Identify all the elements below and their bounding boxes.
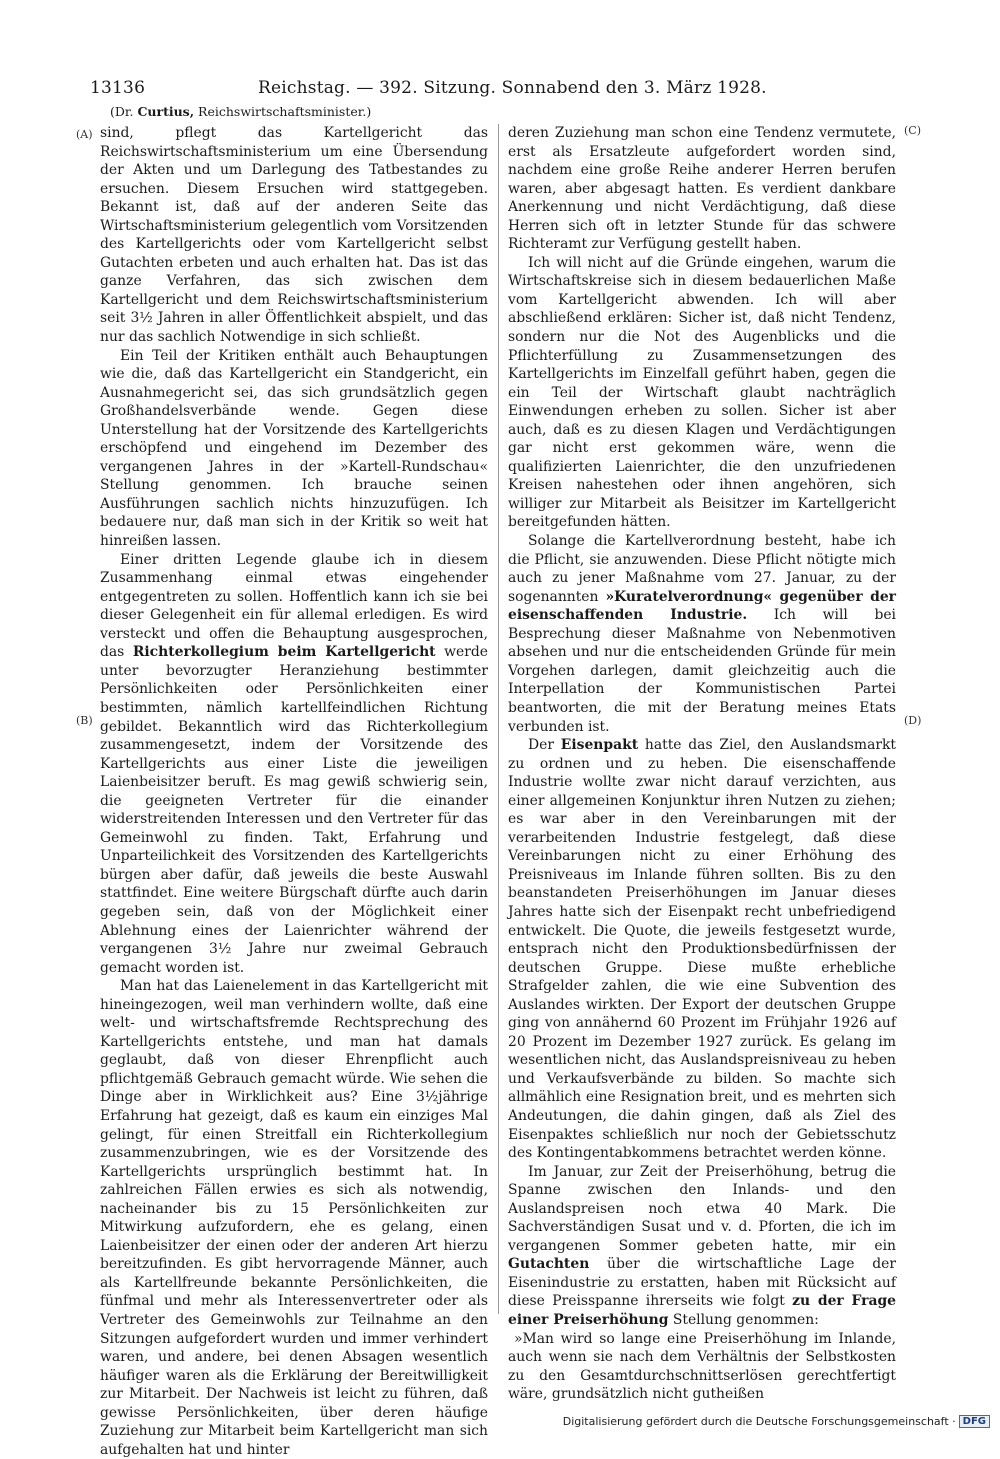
- emphasis-preiserhoehung: zu der Frage einer Preiserhöhung: [508, 1293, 896, 1328]
- text-run: hatte das Ziel, den Auslandsmarkt zu ordnen und zu heben. Die eisenschaffende Industrie wollte zwar nicht darauf verzichten, aus einer allgemeinen Konjunktur ihren Nutzen zu ziehen; es war aber in den Vereinbarungen mit der verarbeitenden Industrie festgelegt, daß diese Vereinbarungen nicht zu einer Erhöhung des Preisniveaus im Inlande führen sollten. Bis zu den beanstandeten Preiserhöhungen im Januar dieses Jahres hatte sich der Eisenpakt recht unbefriedigend entwickelt. Die Quote, die jeweils festgesetzt wurde, entsprach nicht den Produktionsbedürfnissen der deutschen Gruppe. Diese mußte erhebliche Strafgelder zahlen, die wie eine Subvention des Auslandes wirkten. Der Export der deutschen Gruppe ging von annähernd 60 Prozent im Frühjahr 1926 auf 20 Prozent im Dezember 1927 zurück. Es gelang im wesentlichen nicht, das Auslandspreisniveau zu heben und Verkaufsverbände zu bilden. So machte sich allmählich eine Resignation breit, und es mehrten sich Andeutungen, die dahin gingen, daß als Ziel des Eisenpaktes schließlich nur noch der Gebietsschutz des Kontingentabkommens betrachtet werden könne.: [508, 737, 896, 1162]
- footer-credit: [563, 1415, 990, 1429]
- column-divider: [498, 124, 499, 1314]
- margin-marker-d: (D): [904, 714, 922, 727]
- emphasis-kuratelverordnung: »Kuratelverordnung« gegenüber der eisenschaffenden Industrie.: [508, 588, 896, 624]
- paragraph: Ich will nicht auf die Gründe eingehen, warum die Wirtschaftskreise sich in diesem bedauerlichen Maße vom Kartellgericht abwenden. Ich will aber abschließend erklären: Sicher ist, daß nicht Tendenz, sondern nur die Not des Augenblicks und die Pflichterfüllung zu Zusammensetzungen des Kartellgerichts im Einzelfall geführt haben, gegen die ein Teil der Wirtschaft glaubt nachträglich Einwendungen erheben zu sollen. Sicher ist aber auch, daß es zu diesen Klagen und Verdächtigungen gar nicht erst gekommen wäre, wenn die qualifizierten Laienrichter, die den unzufriedenen Kreisen nahestehen oder ihnen angehören, sich williger zur Mitarbeit als Beisitzer im Kartellgericht bereitgefunden hätten.: [508, 254, 896, 531]
- text-run: Der: [528, 737, 561, 754]
- paragraph: [100, 551, 488, 978]
- speaker-open: (Dr.: [110, 104, 138, 119]
- footer-text: Digitalisierung gefördert durch die Deutsche Forschungsgemeinschaft ·: [562, 1414, 956, 1428]
- text-run: Einer dritten Legende glaube ich in diesem Zusammenhang einmal etwas eingehender entgegentreten zu sollen. Hoffentlich kann ich sie bei dieser Gelegenheit ein für allemal erledigen. Es wird versteckt und offen die Behauptung ausgesprochen, das: [100, 551, 488, 661]
- margin-marker-c: (C): [904, 124, 921, 137]
- speaker-line: [110, 104, 371, 119]
- text-run: werde unter bevorzugter Heranziehung bestimmter Persönlichkeiten oder Persönlichkeiten einer bestimmten, nämlich kartellfeindlichen Richtung gebildet. Bekanntlich wird das Richterkollegium zusammengesetzt, indem der Vorsitzende des Kartellgerichts aus einer Liste die jeweiligen Laienbeisitzer beruft. Es mag gewiß schwierig sein, die geeigneten Vertreter für die einander widerstreitenden Interessen und den Vertreter für das Gemeinwohl zu finden. Takt, Erfahrung und Unparteilichkeit des Vorsitzenden des Kartellgerichts bürgen aber dafür, daß jeweils die beste Auswahl stattfindet. Eine weitere Bürgschaft dürfte auch darin gegeben sein, daß von der Möglichkeit einer Ablehnung eines der Laienrichter während der vergangenen 3½ Jahre nur zweimal Gebrauch gemacht worden ist.: [100, 644, 489, 976]
- right-column: [508, 124, 896, 1404]
- left-column: [100, 124, 488, 1459]
- paragraph: sind, pflegt das Kartellgericht das Reichswirtschaftsministerium um eine Übersendung der Akten und um Darlegung des Tatbestandes zu ersuchen. Diesem Ersuchen wird stattgegeben. Bekannt ist, daß auf der anderen Seite das Wirtschaftsministerium gelegentlich vom Vorsitzenden des Kartellgerichts oder vom Kartellgericht selbst Gutachten erbeten und auch erhalten hat. Das ist das ganze Verfahren, das sich zwischen dem Kartellgericht und dem Reichswirtschaftsministerium seit 3½ Jahren in aller Öffentlichkeit abspielt, und das nur das sachlich Notwendige in sich schließt.: [100, 125, 488, 346]
- emphasis-richterkollegium: Richterkollegium beim Kartellgericht: [132, 644, 436, 661]
- speaker-name: Curtius,: [137, 104, 195, 119]
- margin-marker-b: (B): [76, 714, 93, 727]
- emphasis-gutachten: Gutachten: [508, 1256, 590, 1273]
- text-run: über die wirtschaftliche Lage der Eisenindustrie zu erstatten, haben mit Rücksicht auf diese Preisspanne ihrerseits wie folgt: [508, 1256, 896, 1310]
- speaker-role: Reichswirtschaftsminister.): [194, 104, 372, 119]
- page-number: 13136: [90, 78, 146, 98]
- paragraph: [508, 736, 896, 1163]
- quotation: »Man wird so lange eine Preiserhöhung im Inlande, auch wenn sie nach dem Verhältnis der Selbstkosten zu den Gesamtdurchschnittserlösen gerechtfertigt wäre, grundsätzlich nicht gutheißen: [508, 1330, 896, 1403]
- running-title: Reichstag. — 392. Sitzung. Sonnabend den 3. März 1928.: [258, 78, 767, 98]
- text-run: Ich will bei Besprechung dieser Maßnahme von Nebenmotiven absehen und nur die entscheidenden Gründe für mein Vorgehen darlegen, damit gleichzeitig auch die Interpellation der Kommunistischen Partei beantworten, die mit der Beratung meines Etats verbunden ist.: [508, 607, 896, 735]
- paragraph: Man hat das Laienelement in das Kartellgericht mit hineingezogen, weil man verhindern wollte, daß eine welt- und wirtschaftsfremde Rechtsprechung des Kartellgerichts entstehe, und man hat damals geglaubt, daß von dieser Ehrenpflicht auch pflichtgemäß Gebrauch gemacht würde. Wie sehen die Dinge aber in Wirklichkeit aus? Eine 3½jährige Erfahrung hat gezeigt, daß es kaum ein einziges Mal gelingt, für einen Streitfall ein Richterkollegium zusammenzubringen, wie es der Vorsitzende des Kartellgerichts ursprünglich bestimmt hat. In zahlreichen Fällen erwies es sich als notwendig, nacheinander bis zu 15 Persönlichkeiten zur Mitwirkung aufzufordern, ehe es gelang, einen Laienbeisitzer der einen oder der anderen Art hierzu bereitzufinden. Es gibt hervorragende Männer, auch als Kartellfreunde bekannte Persönlichkeiten, die fünfmal und mehr als Interessenvertreter oder als Vertreter des Gemeinwohls zur Teilnahme an den Sitzungen aufgefordert wurden und immer verhindert waren, und andere, bei denen Absagen wesentlich häufiger waren als die Erklärung der Bereitwilligkeit zur Mitarbeit. Der Nachweis ist leicht zu führen, daß gewisse Persönlichkeiten, über deren häufige Zuziehung zur Mitarbeit beim Kartellgericht man sich aufgehalten hat und hinter: [100, 978, 488, 1458]
- page-header: [90, 78, 767, 100]
- paragraph: [508, 1163, 896, 1330]
- paragraph: [508, 532, 896, 736]
- emphasis-eisenpakt: Eisenpakt: [560, 737, 639, 754]
- text-run: Solange die Kartellverordnung besteht, habe ich die Pflicht, sie anzuwenden. Diese Pflicht nötigte mich auch zu jener Maßnahme vom 27. Januar, zu der sogenannten: [508, 533, 896, 605]
- dfg-logo: DFG: [959, 1415, 990, 1428]
- margin-marker-a: (A): [76, 128, 93, 141]
- paragraph: Ein Teil der Kritiken enthält auch Behauptungen wie die, daß das Kartellgericht ein Standgericht, ein Ausnahmegericht sei, das sich grundsätzlich gegen Großhandelsverbände wende. Gegen diese Unterstellung hat der Vorsitzende des Kartellgerichts erschöpfend und eingehend im Dezember des vergangenen Jahres in der »Kartell-Rundschau« Stellung genommen. Ich brauche seinen Ausführungen sachlich nichts hinzuzufügen. Ich bedauere nur, daß man sich in der Kritik so weit hat hinreißen lassen.: [100, 347, 488, 550]
- text-run: Im Januar, zur Zeit der Preiserhöhung, betrug die Spanne zwischen den Inlands- und den Auslandspreisen noch etwa 40 Mark. Die Sachverständigen Susat und v. d. Pforten, die ich im vergangenen Sommer gebeten hatte, mir ein: [508, 1163, 896, 1254]
- text-run: Stellung genommen:: [668, 1312, 819, 1328]
- paragraph: deren Zuziehung man schon eine Tendenz vermutete, erst als Ersatzleute aufgefordert worden sind, nachdem eine große Reihe anderer Herren berufen waren, aber abgesagt hatten. Es verdient dankbare Anerkennung und nicht Verdächtigung, daß diese Herren sich oft in letzter Stunde für das schwere Richteramt zur Verfügung gestellt haben.: [508, 125, 896, 253]
